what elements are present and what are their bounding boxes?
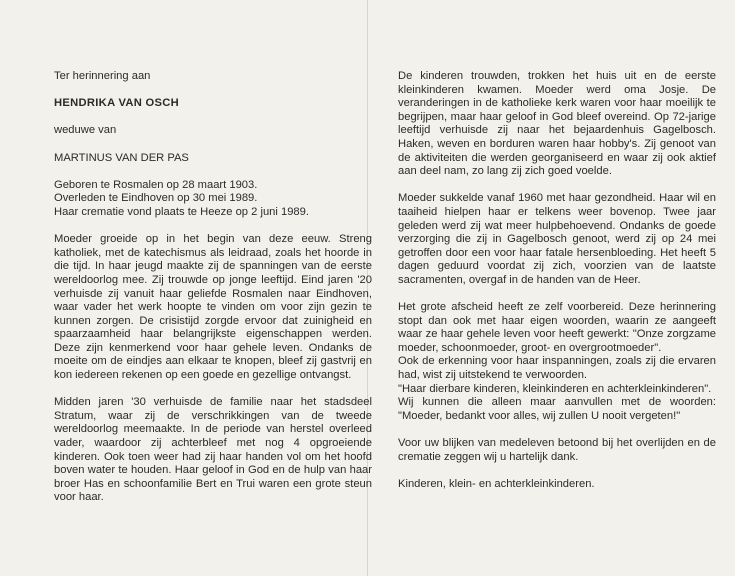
recognition-text: Ook de erkenning voor haar inspanningen, zoals zij die ervaren had, wist zij uitstekend te verwoorden. xyxy=(398,355,716,382)
thanks-paragraph: Voor uw blijken van medeleven betoond bij het overlijden en de crematie zeggen wij u hartelijk dank. xyxy=(398,437,716,463)
closing-words: Wij kunnen die alleen maar aanvullen met de woorden: "Moeder, bedankt voor alles, wij zullen U nooit vergeten!" xyxy=(398,396,716,422)
cremation-date: Haar crematie vond plaats te Heeze op 2 juni 1989. xyxy=(54,205,309,218)
left-column xyxy=(54,70,372,505)
life-paragraph-3: De kinderen trouwden, trokken het huis uit en de eerste kleinkinderen kwamen. Moeder werd oma Josje. De veranderingen in de katholieke kerk waren voor haar moeilijk te begrijpen, maar haar geloof in God bleef overeind. Op 72-jarige leeftijd verhuisde zij naar het bejaardenhuis Gagelbosch. Haken, weven en borduren waren haar hobby's. Zij genoot van de aktiviteiten die werden georganiseerd en waar zij ook aktief aan deel nam, zo lang zij zich goed voelde. xyxy=(398,70,716,178)
life-paragraph-1: Moeder groeide op in het begin van deze eeuw. Streng katholiek, met de katechismus als leidraad, zoals het hoorde in die tijd. In haar jeugd maakte zij de spanningen van de eerste wereldoorlog mee. Zij trouwde op jonge leeftijd. Eind jaren '20 verhuisde zij vanuit haar geliefde Rosmalen naar Eindhoven, waar vader het werk hoopte te vinden om voor zijn gezin te kunnen zorgen. De crisistijd zorgde ervoor dat zuinigheid en spaarzaamheid haar belangrijkste eigenschappen werden. Deze zijn kenmerkend voor haar gehele leven. Ondanks de moeite om de eindjes aan elkaar te knopen, bleef zij gastvrij en kon iedereen rekenen op een goede en gezellige ontvangst. xyxy=(54,233,372,382)
death-date: Overleden te Eindhoven op 30 mei 1989. xyxy=(54,192,258,205)
health-paragraph: Moeder sukkelde vanaf 1960 met haar gezondheid. Haar wil en taaiheid hielpen haar er telkens weer bovenop. Twee jaar geleden werd zij wat meer hulpbehoevend. Ondanks de goede verzorging die zij in Gagelbosch genoot, werd zij op 24 mei getroffen door een voor haar fatale hersenbloeding. Het heeft 5 dagen geduurd voordat zij zich, voorzien van de laatste sacramenten, overgaf in de handen van de Heer. xyxy=(398,192,716,286)
widow-of-text: weduwe van xyxy=(54,124,117,137)
farewell-paragraph: Het grote afscheid heeft ze zelf voorbereid. Deze herinnering stopt dan ook met haar eigen woorden, waarin ze aangeeft waar ze haar gehele leven voor heeft gewerkt: "Onze zorgzame moeder, schoonmoeder, groot- en overgrootmoeder". xyxy=(398,301,716,354)
husband-name: MARTINUS VAN DER PAS xyxy=(54,151,189,164)
life-paragraph-2: Midden jaren '30 verhuisde de familie naar het stadsdeel Stratum, waar zij de verschrikkingen van de tweede wereldoorlog meemaakte. In de periode van herstel overleed vader, waardoor zij achterbleef met nog 4 opgroeiende kinderen. Ook toen weer had zij haar handen vol om het hoofd boven water te houden. Haar geloof in God en de hulp van haar broer Has en schoonfamilie Bert en Trui waren een grote steun voor haar. xyxy=(54,396,372,504)
signature: Kinderen, klein- en achterkleinkinderen. xyxy=(398,477,595,490)
right-column xyxy=(398,70,716,491)
deceased-name: HENDRIKA VAN OSCH xyxy=(54,97,180,110)
intro-text: Ter herinnering aan xyxy=(54,70,151,82)
quote-text: "Haar dierbare kinderen, kleinkinderen en achterkleinkinderen". xyxy=(398,382,712,395)
birth-date: Geboren te Rosmalen op 28 maart 1903. xyxy=(54,178,258,191)
